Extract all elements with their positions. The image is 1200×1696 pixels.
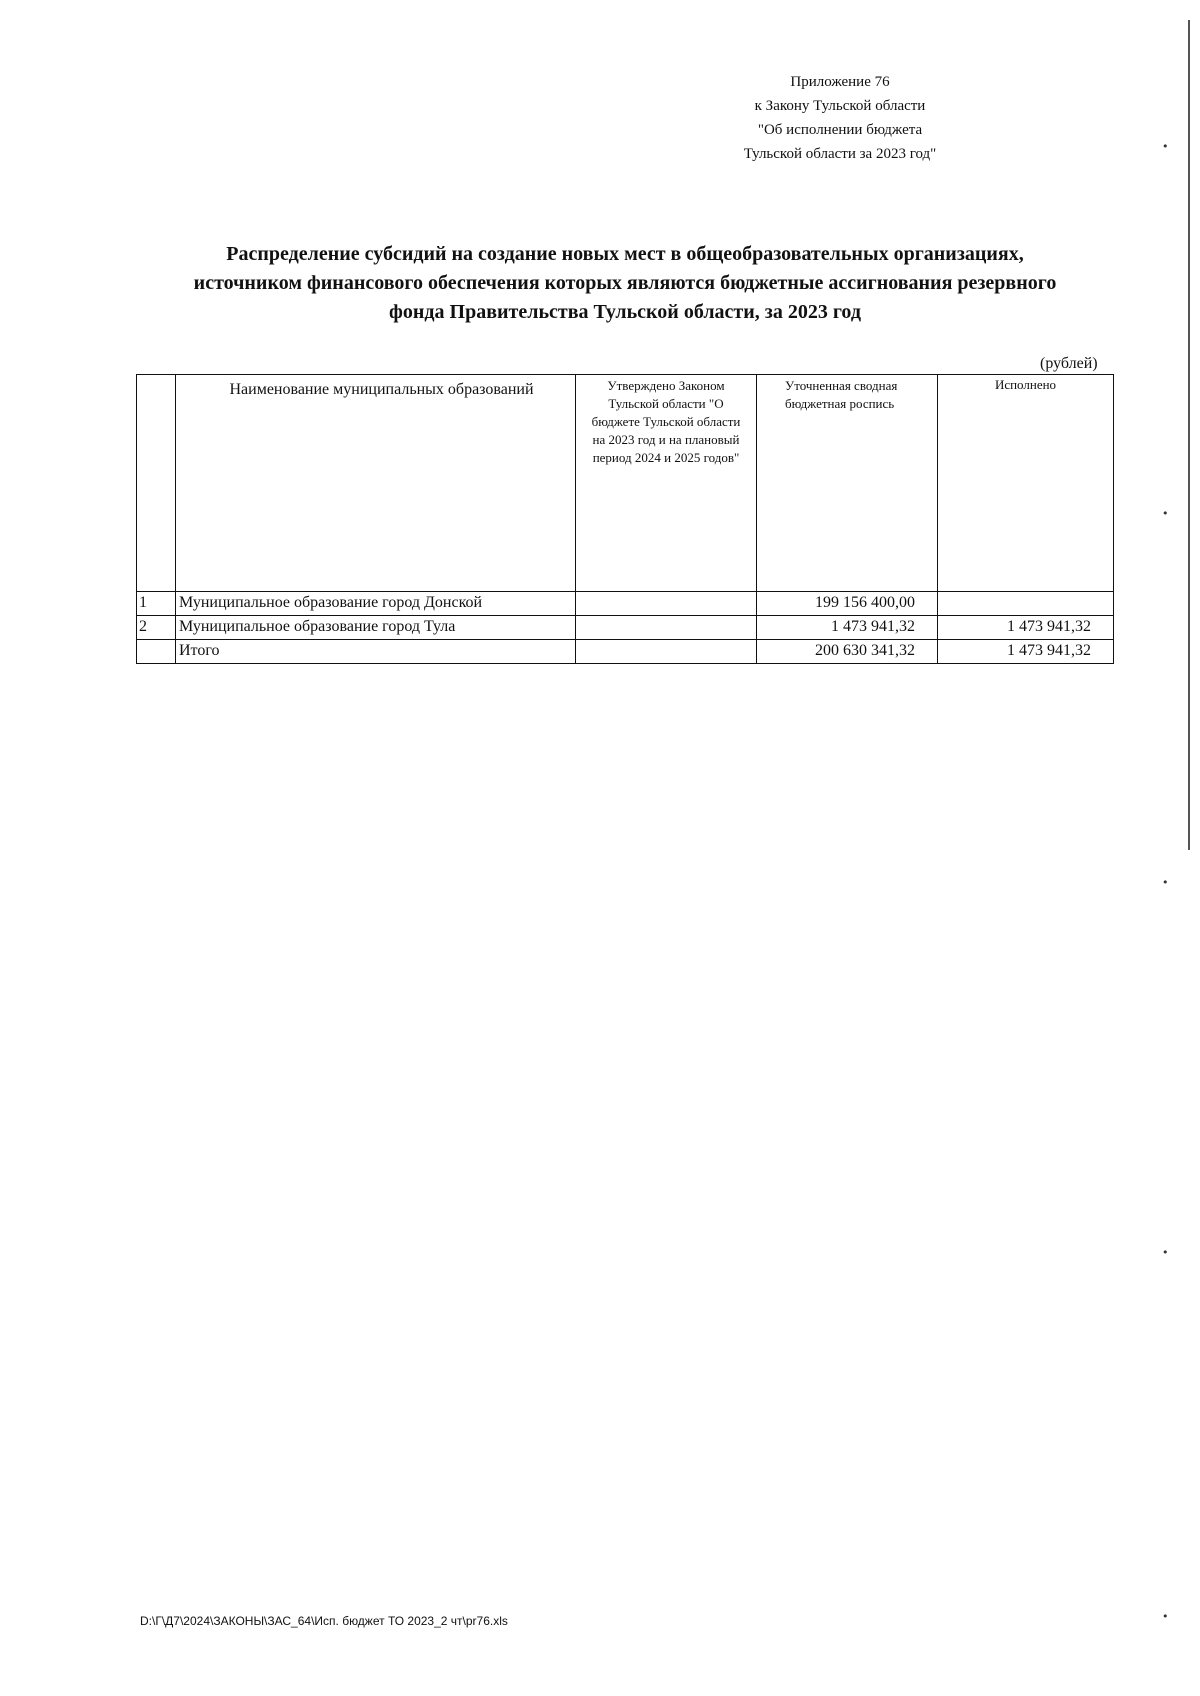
appendix-line-2: к Закону Тульской области (754, 98, 926, 114)
scan-speck-mark: • (1162, 507, 1169, 520)
header-approved (576, 375, 757, 592)
row-num: 2 (137, 616, 176, 640)
header-approved-line: Утверждено Законом (607, 378, 725, 393)
row-municipality: Итого (176, 640, 576, 664)
header-revised-line: Уточненная сводная (785, 378, 898, 393)
subsidy-table (136, 374, 1114, 664)
table-row (137, 592, 1114, 616)
scan-speck-mark: • (1162, 1610, 1169, 1623)
row-revised: 200 630 341,32 (757, 640, 938, 664)
row-num: 1 (137, 592, 176, 616)
appendix-line-3: "Об исполнении бюджета (757, 122, 923, 138)
row-municipality: Муниципальное образование город Донской (176, 592, 576, 616)
scan-speck-mark: • (1162, 876, 1169, 889)
table-header-row (137, 375, 1114, 592)
table-row (137, 616, 1114, 640)
row-approved (576, 592, 757, 616)
units-label: (рублей) (1040, 355, 1098, 372)
scan-speck-mark: • (1162, 1246, 1169, 1259)
row-executed: 1 473 941,32 (938, 640, 1114, 664)
appendix-line-1: Приложение 76 (790, 74, 890, 90)
title-line-3: фонда Правительства Тульской области, за 2023 год (389, 301, 861, 323)
header-executed: Исполнено (938, 375, 1114, 592)
header-approved-line: Тульской области "О (608, 396, 724, 411)
header-num (137, 375, 176, 592)
scan-speck-mark: • (1162, 140, 1169, 153)
header-approved-line: на 2023 год и на плановый (592, 432, 740, 447)
row-executed (938, 592, 1114, 616)
row-revised: 1 473 941,32 (757, 616, 938, 640)
appendix-line-4: Тульской области за 2023 год" (743, 146, 937, 162)
title-line-2: источником финансового обеспечения которых являются бюджетные ассигнования резервного (193, 272, 1057, 294)
scan-edge-line (1188, 20, 1190, 850)
row-executed: 1 473 941,32 (938, 616, 1114, 640)
header-approved-line: период 2024 и 2025 годов" (592, 450, 740, 465)
document-title (130, 240, 1120, 327)
row-approved (576, 616, 757, 640)
appendix-header (680, 70, 1000, 166)
header-approved-line: бюджете Тульской области (591, 414, 741, 429)
header-revised (757, 375, 938, 592)
table-total-row (137, 640, 1114, 664)
footer-file-path: D:\Г\Д7\2024\ЗАКОНЫ\ЗАС_64\Исп. бюджет ТО 2023_2 чт\pr76.xls (140, 1614, 508, 1628)
header-revised-line: бюджетная роспись (785, 396, 895, 411)
row-num (137, 640, 176, 664)
row-revised: 199 156 400,00 (757, 592, 938, 616)
row-approved (576, 640, 757, 664)
title-line-1: Распределение субсидий на создание новых мест в общеобразовательных организациях, (226, 243, 1024, 265)
row-municipality: Муниципальное образование город Тула (176, 616, 576, 640)
header-municipality: Наименование муниципальных образований (176, 375, 576, 592)
